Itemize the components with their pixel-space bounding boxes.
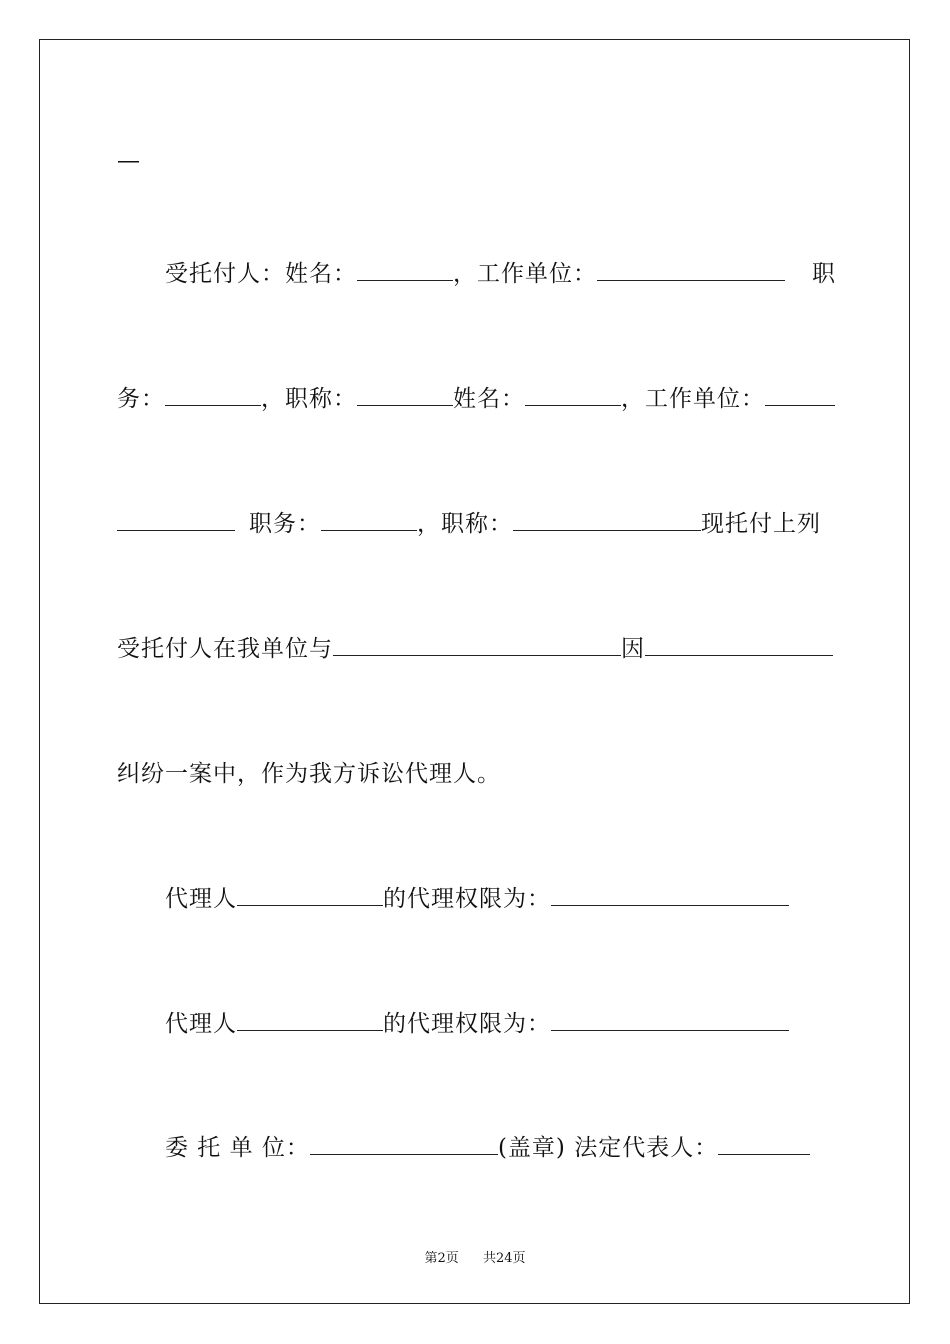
para-signature [165, 1133, 836, 1163]
para-trustee-line-1 [165, 259, 836, 289]
label-name-2: 姓名： [453, 386, 525, 412]
text-entrust: 现托付上列 [701, 511, 821, 537]
blank-work-unit-2-start[interactable] [765, 385, 835, 406]
blank-work-unit-2-end[interactable] [117, 510, 235, 531]
blank-legal-rep[interactable] [718, 1134, 810, 1155]
label-work-unit: ，工作单位： [453, 261, 597, 287]
label-entrusting-unit: 委 托 单 位： [165, 1135, 310, 1161]
label-authority-2: 的代理权限为： [383, 1011, 551, 1037]
blank-title[interactable] [357, 385, 453, 406]
page-total: 共24页 [483, 1251, 526, 1266]
page-footer [0, 1247, 950, 1266]
blank-work-unit[interactable] [597, 260, 785, 281]
para-agent-authority-1 [165, 884, 836, 914]
blank-agent-1[interactable] [237, 885, 383, 906]
blank-title-2[interactable] [513, 510, 701, 531]
blank-name-2[interactable] [525, 385, 621, 406]
blank-authority-1[interactable] [551, 885, 789, 906]
label-job-start: 职 [812, 261, 836, 287]
blank-name[interactable] [357, 260, 453, 281]
label-title: ，职称： [261, 386, 357, 412]
para-case-line-2 [117, 759, 836, 789]
label-seal-legal-rep: (盖章) 法定代表人： [497, 1135, 719, 1161]
para-case-line-1 [117, 634, 836, 664]
blank-entrusting-unit[interactable] [310, 1134, 498, 1155]
label-agent-1: 代理人 [165, 886, 237, 912]
top-fragment [117, 146, 836, 176]
blank-agent-2[interactable] [237, 1010, 383, 1031]
text-trustee-with: 受托付人在我单位与 [117, 636, 333, 662]
label-trustee-name: 受托付人：姓名： [165, 261, 357, 287]
label-title-2: ，职称： [417, 511, 513, 537]
blank-authority-2[interactable] [551, 1010, 789, 1031]
dash-fragment: — [117, 148, 141, 174]
blank-dispute-reason[interactable] [645, 635, 833, 656]
para-trustee-line-2 [117, 384, 836, 414]
text-case: 纠纷一案中，作为我方诉讼代理人。 [117, 761, 501, 787]
page-number: 第2页 [424, 1251, 459, 1266]
blank-job-2[interactable] [321, 510, 417, 531]
text-because: 因 [621, 636, 645, 662]
blank-job[interactable] [165, 385, 261, 406]
page-frame [39, 39, 910, 1304]
label-authority-1: 的代理权限为： [383, 886, 551, 912]
label-work-unit-2: ，工作单位： [621, 386, 765, 412]
para-trustee-line-3 [117, 509, 836, 539]
label-job-end: 务： [117, 386, 165, 412]
para-agent-authority-2 [165, 1009, 836, 1039]
label-job-2: 职务： [249, 511, 321, 537]
blank-counterparty[interactable] [333, 635, 621, 656]
label-agent-2: 代理人 [165, 1011, 237, 1037]
